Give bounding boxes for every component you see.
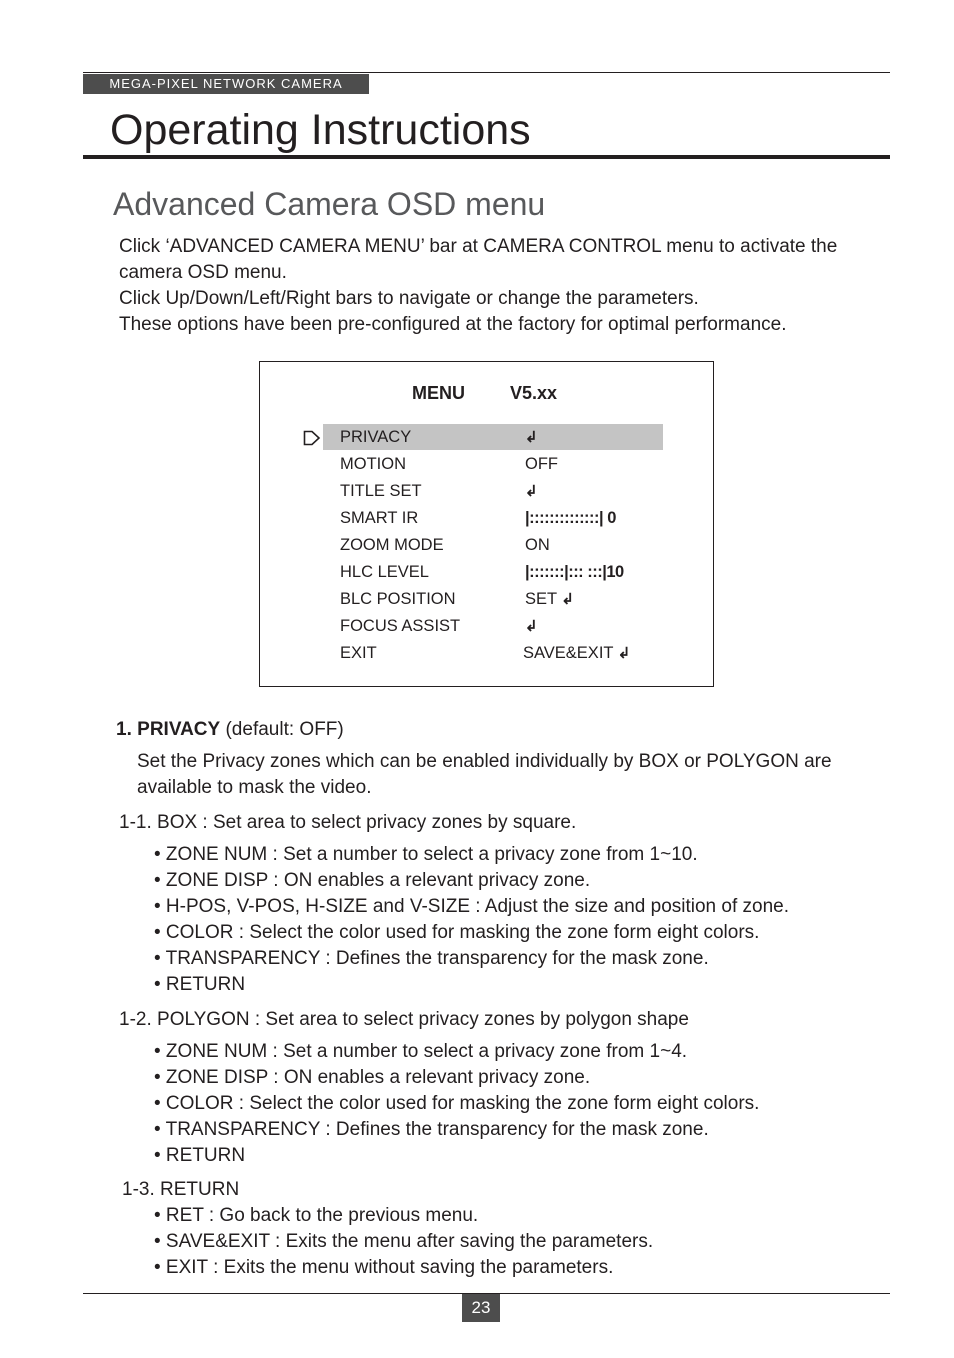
osd-row-label: SMART IR bbox=[340, 509, 419, 527]
page-title: Operating Instructions bbox=[110, 106, 531, 154]
osd-row-value bbox=[523, 640, 630, 667]
intro-line-3: These options have been pre-configured at the factory for optimal performance. bbox=[119, 314, 787, 335]
polygon-bullet-4: • TRANSPARENCY : Defines the transparency for the mask zone. bbox=[154, 1119, 709, 1140]
osd-row-gauge: |:::::::|::: :::|10 bbox=[525, 563, 624, 581]
intro-line-2: Click Up/Down/Left/Right bars to navigate or change the parameters. bbox=[119, 288, 699, 309]
osd-row-value: ON bbox=[525, 536, 550, 554]
box-bullet-6: • RETURN bbox=[154, 974, 246, 995]
return-bullet-1: • RET : Go back to the previous menu. bbox=[154, 1205, 479, 1226]
osd-row-label: ZOOM MODE bbox=[340, 536, 444, 554]
enter-icon: ↲ bbox=[561, 591, 574, 608]
intro-text bbox=[119, 234, 889, 338]
polygon-bullet-1: • ZONE NUM : Set a number to select a privacy zone from 1~4. bbox=[154, 1041, 688, 1062]
section-title: Advanced Camera OSD menu bbox=[113, 186, 546, 222]
page-number: 23 bbox=[462, 1294, 500, 1322]
osd-row-blc-position bbox=[260, 586, 715, 612]
polygon-heading: 1-2. POLYGON : Set area to select privacy zones by polygon shape bbox=[119, 1009, 689, 1030]
cursor-arrow-icon bbox=[303, 430, 321, 446]
box-heading: 1-1. BOX : Set area to select privacy zones by square. bbox=[119, 812, 577, 833]
box-bullet-4: • COLOR : Select the color used for masking the zone form eight colors. bbox=[154, 922, 760, 943]
osd-row-hlc-level bbox=[260, 559, 715, 585]
osd-row-privacy bbox=[260, 424, 715, 450]
header-top-rule bbox=[83, 72, 890, 73]
osd-row-gauge: |::::::::::::::| 0 bbox=[525, 509, 616, 527]
header-product-tag: MEGA-PIXEL NETWORK CAMERA bbox=[83, 74, 369, 94]
osd-row-label: TITLE SET bbox=[340, 482, 422, 500]
osd-row-label: PRIVACY bbox=[340, 428, 412, 446]
osd-menu-heading: MENU bbox=[412, 383, 465, 403]
osd-value-text: SAVE&EXIT bbox=[523, 644, 614, 662]
enter-icon: ↲ bbox=[617, 645, 631, 662]
osd-row-label: MOTION bbox=[340, 455, 406, 473]
osd-row-exit bbox=[260, 640, 715, 666]
box-bullet-5: • TRANSPARENCY : Defines the transparency for the mask zone. bbox=[154, 948, 709, 969]
osd-menu-figure bbox=[259, 361, 714, 687]
box-bullet-2: • ZONE DISP : ON enables a relevant privacy zone. bbox=[154, 870, 591, 891]
privacy-heading bbox=[116, 717, 344, 743]
osd-row-zoom-mode bbox=[260, 532, 715, 558]
return-heading: 1-3. RETURN bbox=[122, 1179, 240, 1200]
osd-row-label: BLC POSITION bbox=[340, 590, 456, 608]
osd-menu-version: V5.xx bbox=[510, 383, 558, 403]
return-bullet-2: • SAVE&EXIT : Exits the menu after saving the parameters. bbox=[154, 1231, 654, 1252]
intro-line-1: Click ‘ADVANCED CAMERA MENU’ bar at CAMERA CONTROL menu to activate the camera OSD menu. bbox=[119, 236, 838, 283]
title-rule bbox=[83, 155, 890, 159]
enter-icon: ↲ bbox=[525, 618, 538, 635]
osd-row-label: EXIT bbox=[340, 644, 377, 662]
osd-row-value bbox=[525, 424, 538, 451]
privacy-title: PRIVACY bbox=[137, 719, 221, 740]
osd-row-value bbox=[525, 478, 538, 505]
osd-row-motion bbox=[260, 451, 715, 477]
osd-row-value bbox=[525, 613, 538, 640]
return-bullet-3: • EXIT : Exits the menu without saving the parameters. bbox=[154, 1257, 614, 1278]
polygon-bullet-3: • COLOR : Select the color used for masking the zone form eight colors. bbox=[154, 1093, 760, 1114]
enter-icon: ↲ bbox=[525, 483, 538, 500]
osd-row-label: HLC LEVEL bbox=[340, 563, 429, 581]
box-bullet-1: • ZONE NUM : Set a number to select a privacy zone from 1~10. bbox=[154, 844, 698, 865]
osd-row-title-set bbox=[260, 478, 715, 504]
osd-row-label: FOCUS ASSIST bbox=[340, 617, 461, 635]
enter-icon: ↲ bbox=[525, 429, 538, 446]
osd-row-smart-ir bbox=[260, 505, 715, 531]
privacy-number: 1. bbox=[116, 719, 132, 740]
privacy-default: (default: OFF) bbox=[225, 719, 344, 740]
box-bullet-3: • H-POS, V-POS, H-SIZE and V-SIZE : Adjust the size and position of zone. bbox=[154, 896, 789, 917]
osd-row-focus-assist bbox=[260, 613, 715, 639]
privacy-description: Set the Privacy zones which can be enabled individually by BOX or POLYGON are available to mask the video. bbox=[137, 751, 832, 798]
polygon-bullet-2: • ZONE DISP : ON enables a relevant privacy zone. bbox=[154, 1067, 591, 1088]
osd-row-value bbox=[525, 586, 574, 613]
polygon-bullet-5: • RETURN bbox=[154, 1145, 246, 1166]
osd-row-value: OFF bbox=[525, 455, 558, 473]
osd-value-text: SET bbox=[525, 590, 557, 608]
